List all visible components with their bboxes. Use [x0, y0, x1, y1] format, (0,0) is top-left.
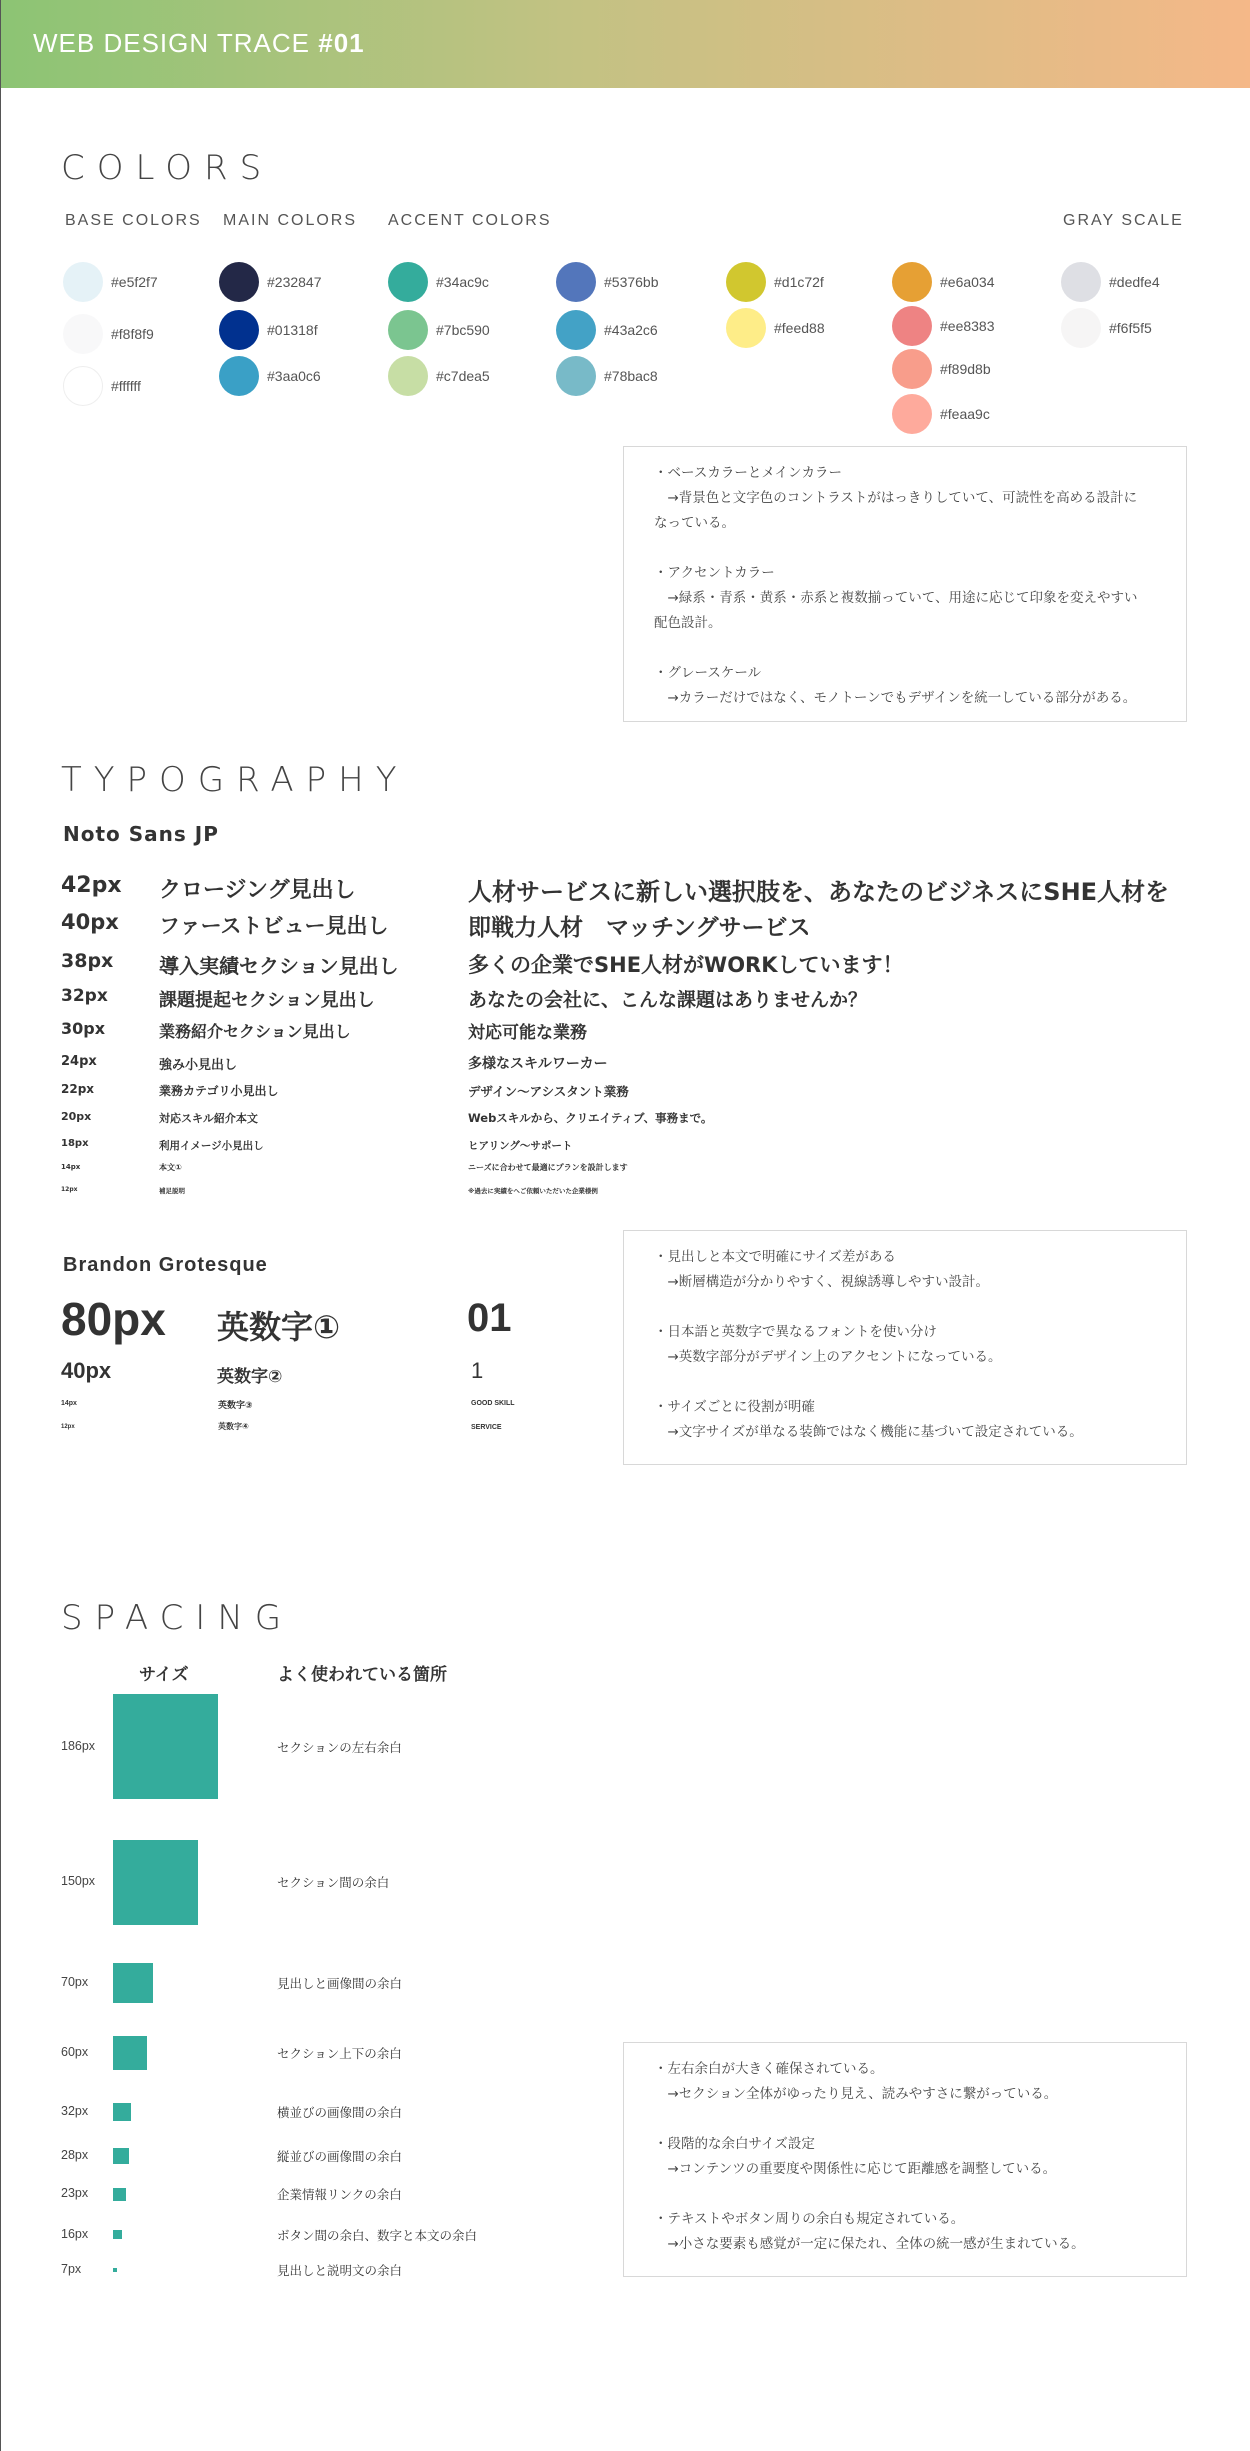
color-hex-label: #7bc590: [436, 322, 490, 338]
type-sample-text: ニーズに合わせて最適にプランを設計します: [468, 1163, 628, 1172]
spacing-usage-label: 見出しと画像間の余白: [277, 1975, 403, 1991]
type-usage-label: 対応スキル紹介本文: [159, 1112, 258, 1126]
brandon-40-number: 1: [471, 1358, 484, 1383]
spacing-size-label: 70px: [61, 1974, 89, 1989]
color-swatch: [388, 310, 490, 350]
color-swatch: [556, 262, 659, 302]
type-sample-text: 多様なスキルワーカー: [468, 1056, 608, 1072]
header-title: [33, 28, 365, 59]
color-hex-label: #ee8383: [940, 318, 995, 334]
color-hex-label: #e6a034: [940, 274, 995, 290]
type-size-label: 42px: [61, 873, 122, 898]
spacing-usage-label: 企業情報リンクの余白: [277, 2187, 402, 2203]
type-usage-label: 課題提起セクション見出し: [159, 989, 375, 1011]
spacing-usage-label: セクション間の余白: [277, 1875, 390, 1891]
color-hex-label: #34ac9c: [436, 274, 489, 290]
type-usage-label: クロージング見出し: [159, 878, 356, 903]
type-size-label: 30px: [61, 1018, 106, 1038]
spacing-square: [113, 2036, 147, 2070]
brandon-14-number: GOOD SKILL: [471, 1400, 515, 1407]
type-usage-label: 強み小見出し: [159, 1057, 238, 1073]
color-swatch: [892, 306, 995, 346]
color-hex-label: #3aa0c6: [267, 368, 321, 384]
spacing-square: [113, 2268, 117, 2272]
color-hex-label: #232847: [267, 274, 322, 290]
type-size-label: 38px: [61, 950, 114, 972]
spacing-size-label: 32px: [61, 2104, 89, 2119]
color-hex-label: #e5f2f7: [111, 274, 158, 290]
color-dot: [556, 356, 596, 396]
base-colors-label: BASE COLORS: [65, 212, 202, 229]
color-hex-label: #f8f8f9: [111, 326, 154, 342]
type-size-label: 12px: [61, 1186, 78, 1194]
spacing-size-label: 16px: [61, 2226, 89, 2241]
type-usage-label: 業務紹介セクション見出し: [159, 1021, 351, 1041]
color-hex-label: #d1c72f: [774, 274, 824, 290]
spacing-size-label: 23px: [61, 2186, 89, 2201]
color-swatch: [892, 262, 995, 302]
spacing-size-label: 60px: [61, 2044, 89, 2059]
color-dot: [892, 262, 932, 302]
color-dot: [219, 356, 259, 396]
color-hex-label: #f6f5f5: [1109, 320, 1152, 336]
spacing-usage-label: 横並びの画像間の余白: [277, 2105, 403, 2121]
color-swatch: [892, 349, 991, 389]
spacing-square: [113, 2188, 126, 2201]
color-hex-label: #feed88: [774, 320, 825, 336]
spacing-size-header: サイズ: [139, 1665, 189, 1685]
spacing-size-label: 186px: [61, 1738, 96, 1753]
type-usage-label: 本文①: [159, 1163, 182, 1172]
color-dot: [388, 310, 428, 350]
spacing-size-label: 150px: [61, 1874, 96, 1889]
color-hex-label: #c7dea5: [436, 368, 490, 384]
color-swatch: [726, 262, 824, 302]
type-usage-label: 業務カテゴリ小見出し: [159, 1084, 279, 1099]
color-hex-label: #43a2c6: [604, 322, 658, 338]
spacing-square: [113, 2230, 122, 2239]
spacing-usage-label: セクション上下の余白: [277, 2045, 402, 2061]
color-hex-label: #5376bb: [604, 274, 659, 290]
color-dot: [219, 310, 259, 350]
spacing-usage-header: よく使われている箇所: [277, 1665, 447, 1685]
noto-font-name: Noto Sans JP: [63, 822, 219, 846]
color-swatch: [219, 310, 318, 350]
color-hex-label: #ffffff: [111, 378, 141, 394]
spacing-square: [113, 2103, 131, 2121]
accent-colors-label: ACCENT COLORS: [388, 212, 552, 229]
type-size-label: 24px: [61, 1053, 97, 1069]
spacing-title: SPACING: [61, 1598, 294, 1638]
color-dot: [556, 262, 596, 302]
typography-title: TYPOGRAPHY: [61, 760, 409, 800]
color-dot: [892, 349, 932, 389]
color-dot: [63, 314, 103, 354]
header-title-prefix: WEB DESIGN TRACE: [33, 28, 319, 58]
color-swatch: [219, 262, 322, 302]
spacing-usage-label: ボタン間の余白、数字と本文の余白: [277, 2227, 478, 2243]
spacing-size-label: 28px: [61, 2147, 89, 2162]
color-dot: [388, 356, 428, 396]
color-hex-label: #78bac8: [604, 368, 658, 384]
type-size-label: 20px: [61, 1110, 92, 1124]
typography-note: ・見出しと本文で明確にサイズ差がある →断層構造が分かりやすく、視線誘導しやすい設計。 ・日本語と英数字で異なるフォントを使い分け →英数字部分がデザイン上のアクセントになっている。 ・サイズごとに役割が明確 →文字サイズが単なる装飾ではなく機能に基づいて設定されている。: [623, 1230, 1187, 1465]
type-usage-label: 導入実績セクション見出し: [159, 953, 399, 978]
color-swatch: [726, 308, 825, 348]
color-hex-label: #f89d8b: [940, 361, 991, 377]
type-sample-text: デザイン〜アシスタント業務: [468, 1084, 629, 1099]
type-sample-text: 即戦力人材 マッチングサービス: [468, 915, 811, 941]
colors-title: COLORS: [61, 148, 274, 188]
color-dot: [726, 308, 766, 348]
color-swatch: [388, 262, 489, 302]
type-sample-text: ※過去に実績をへご依頼いただいた企業様例: [468, 1187, 598, 1195]
spacing-usage-label: セクションの左右余白: [277, 1739, 402, 1755]
color-dot: [1061, 308, 1101, 348]
color-dot: [892, 306, 932, 346]
color-dot: [892, 394, 932, 434]
gray-scale-label: GRAY SCALE: [1063, 212, 1184, 229]
type-sample-text: 対応可能な業務: [468, 1023, 587, 1043]
color-dot: [219, 262, 259, 302]
spacing-square: [113, 1694, 218, 1799]
brandon-12-number: SERVICE: [471, 1424, 502, 1431]
color-swatch: [63, 314, 154, 354]
brandon-14-label: 英数字③: [218, 1401, 253, 1411]
type-size-label: 14px: [61, 1162, 81, 1171]
type-size-label: 32px: [61, 986, 108, 1006]
color-swatch: [556, 310, 658, 350]
spacing-note: ・左右余白が大きく確保されている。 →セクション全体がゆったり見え、読みやすさに繋がっている。 ・段階的な余白サイズ設定 →コンテンツの重要度や関係性に応じて距離感を調整している。 ・テキストやボタン周りの余白も規定されている。 →小さな要素も感覚が一定に保たれ、全体の統一感が生まれている。: [623, 2042, 1187, 2277]
color-dot: [726, 262, 766, 302]
type-sample-text: Webスキルから、クリエイティブ、事務まで。: [468, 1111, 713, 1125]
color-dot: [556, 310, 596, 350]
color-hex-label: #01318f: [267, 322, 318, 338]
spacing-usage-label: 縦並びの画像間の余白: [277, 2148, 403, 2164]
main-colors-label: MAIN COLORS: [223, 212, 358, 229]
color-dot: [388, 262, 428, 302]
brandon-40-label: 英数字②: [217, 1367, 283, 1387]
color-swatch: [63, 366, 141, 406]
brandon-14-size: 14px: [61, 1400, 77, 1407]
color-dot: [1061, 262, 1101, 302]
color-swatch: [892, 394, 990, 434]
brandon-80-label: 英数字①: [217, 1308, 341, 1346]
color-dot: [63, 262, 103, 302]
color-swatch: [219, 356, 321, 396]
brandon-font-name: Brandon Grotesque: [63, 1254, 268, 1276]
type-usage-label: 利用イメージ小見出し: [159, 1140, 264, 1152]
spacing-square: [113, 2148, 129, 2164]
type-usage-label: 補足説明: [159, 1187, 185, 1195]
color-swatch: [1061, 308, 1152, 348]
brandon-12-label: 英数字④: [218, 1422, 249, 1431]
colors-note: ・ベースカラーとメインカラー →背景色と文字色のコントラストがはっきりしていて、可読性を高める設計に なっている。 ・アクセントカラー →緑系・青系・黄系・赤系と複数揃っていて、用途に応じて印象を変えやすい 配色設計。 ・グレースケール →カラーだけではなく、モノトーンでもデザインを統一している部分がある。: [623, 446, 1187, 722]
spacing-square: [113, 1963, 153, 2003]
color-swatch: [388, 356, 490, 396]
brandon-80-number: 01: [467, 1296, 512, 1340]
spacing-usage-label: 見出しと説明文の余白: [277, 2262, 403, 2278]
brandon-80-size: 80px: [61, 1293, 166, 1345]
type-sample-text: 多くの企業でSHE人材がWORKしています！: [468, 953, 904, 977]
color-hex-label: #feaa9c: [940, 406, 990, 422]
type-sample-text: 人材サービスに新しい選択肢を、あなたのビジネスにSHE人材を: [468, 878, 1170, 906]
brandon-40-size: 40px: [61, 1358, 112, 1383]
header-title-number: #01: [318, 28, 365, 58]
spacing-square: [113, 1840, 198, 1925]
color-swatch: [556, 356, 658, 396]
color-swatch: [1061, 262, 1160, 302]
type-size-label: 22px: [61, 1082, 95, 1097]
type-sample-text: あなたの会社に、こんな課題はありませんか？: [468, 989, 868, 1011]
brandon-12-size: 12px: [61, 1424, 75, 1430]
color-hex-label: #dedfe4: [1109, 274, 1160, 290]
type-size-label: 40px: [61, 910, 119, 934]
color-dot: [63, 366, 103, 406]
type-size-label: 18px: [61, 1138, 89, 1150]
type-sample-text: ヒアリング〜サポート: [468, 1140, 573, 1152]
type-usage-label: ファーストビュー見出し: [159, 914, 389, 938]
spacing-size-label: 7px: [61, 2261, 82, 2276]
color-swatch: [63, 262, 158, 302]
